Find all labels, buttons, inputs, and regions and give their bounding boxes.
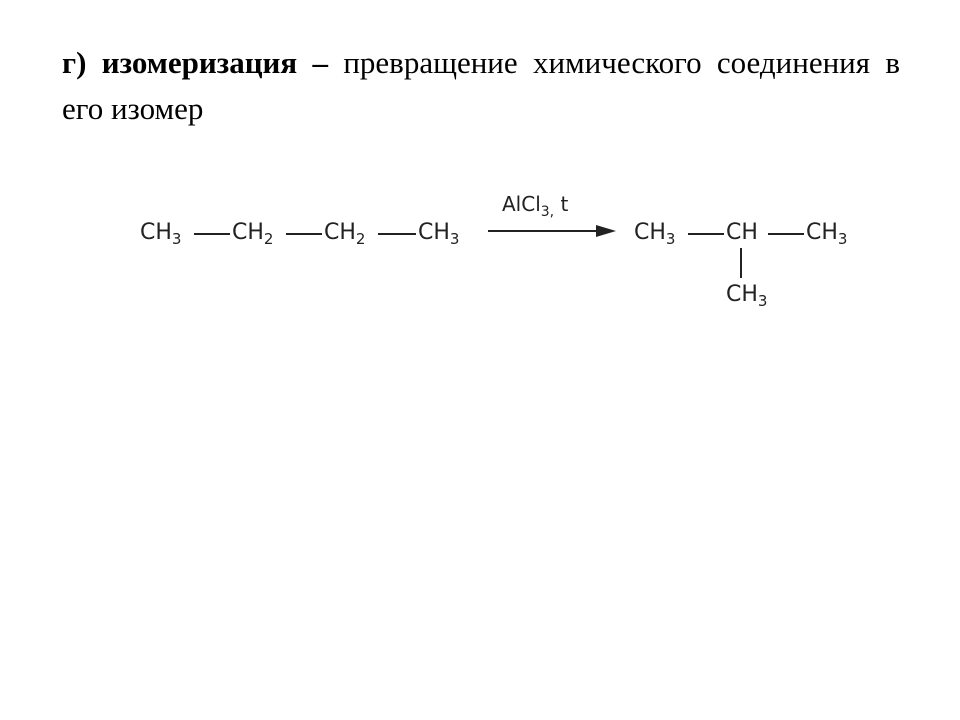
reactant-group-3: $CH_2$ — [324, 220, 366, 248]
bond — [378, 233, 416, 235]
reactant-group-2: $CH_2$ — [232, 220, 274, 248]
reaction-arrow — [488, 230, 598, 232]
reactant-group-4: $CH_3$ — [418, 220, 460, 248]
bond — [286, 233, 322, 235]
bond — [688, 233, 724, 235]
bond — [194, 233, 230, 235]
arrow-head-icon — [596, 225, 616, 237]
product-group-right: $CH_3$ — [806, 220, 848, 248]
reaction-conditions: AlCl$_{3,}$ t — [502, 192, 569, 220]
product-group-branch: $CH_3$ — [726, 282, 768, 310]
reactant-group-1: $CH_3$ — [140, 220, 182, 248]
bond-vertical — [740, 248, 742, 278]
bond — [768, 233, 804, 235]
term-label: г) изомеризация – — [62, 45, 329, 80]
term-definition: превращение химического соединения в его изомер — [62, 45, 900, 126]
product-group-left: $CH_3$ — [634, 220, 676, 248]
product-group-center: CH — [726, 220, 758, 245]
